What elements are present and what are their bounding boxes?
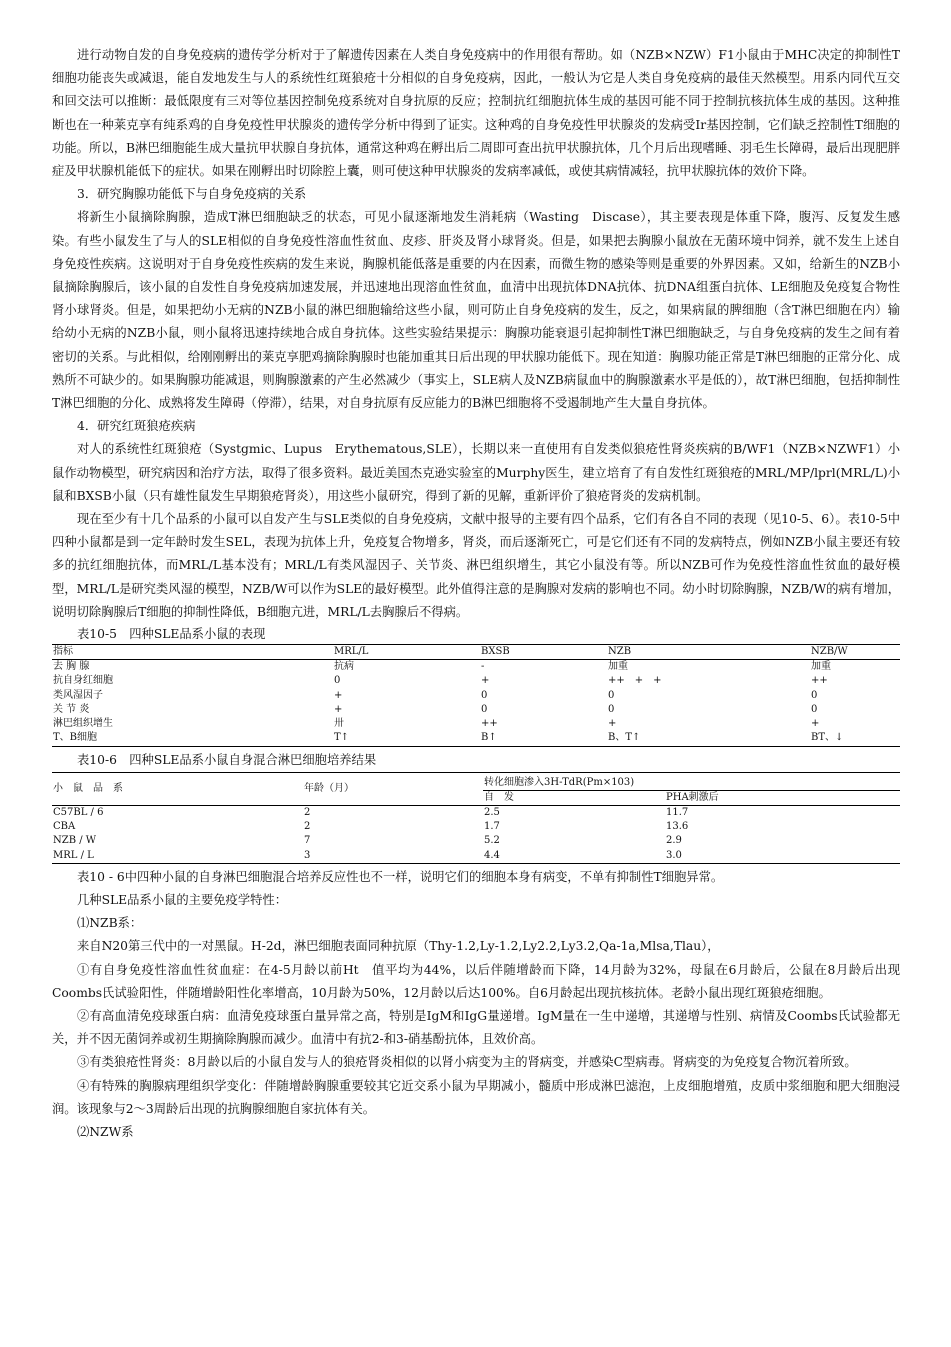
table-cell: 3 [304,849,311,861]
paragraph: 将新生小鼠摘除胸腺，造成T淋巴细胞缺乏的状态，可见小鼠逐渐地发生消耗病（Wasting Discase），其主要表现是体重下降，腹泻、反复发生感染。有些小鼠发生了与人的SLE相似的自身免疫性溶血性贫血、皮疹、肝炎及肾小球肾炎。但是，如果把去胸腺小鼠放在无菌环境中饲养，就不发生上述自身免疫性疾病。这说明对于自身免疫性疾病的发生来说，胸腺机能低落是重要的内在因素，而微生物的感染等则是重要的外界因素。又如，给新生的NZB小鼠摘除胸腺后，该小鼠的自发性自身免疫病加速发展，并迅速地出现溶血性贫血，血清中出现抗体DNA抗体、抗DNA组蛋白抗体、LE细胞及免疫复合物性肾小球肾炎。但是，如果把幼小无病的NZB小鼠的淋巴细胞输给这些小鼠，则可防止自身免疫病的发生，反之，如果病鼠的脾细胞（含T淋巴细胞在内）输给幼小无病的NZB小鼠，则小鼠将迅速持续地合成自身抗体。这些实验结果提示：胸腺功能衰退引起抑制性T淋巴细胞缺乏，与自身免疫病的发生之间有着密切的关系。与此相似，给刚刚孵出的莱克享肥鸡摘除胸腺时也能加重其日后出现的甲状腺功能低下。现在知道：胸腺功能正常是T淋巴细胞的正常分化、成熟所不可缺少的。如果胸腺功能减退，则胸腺激素的产生必然减少（事实上，SLE病人及NZB病鼠血中的胸腺激素水平是低的），故T淋巴细胞，包括抑制性T淋巴细胞的分化、成熟将发生障碍（停滞），结果，对自身抗原有反应能力的B淋巴细胞将不受遏制地产生大量自身抗体。 [52,210,900,411]
table-cell: NZB / W [53,835,97,847]
paragraph: ①有自身免疫性溶血性贫血症：在4-5月龄以前Ht 值平均为44%，以后伴随增龄而下降，14月龄为32%，母鼠在6月龄后，公鼠在8月龄后出现Coombs氏试验阳性，伴随增龄阳性化率增高，10月龄为50%，12月龄以后达100%。自6月龄起出现抗核抗体。老龄小鼠出现红斑狼疮细胞。 [52,962,900,1000]
paragraph: 3．研究胸腺功能低下与自身免疫病的关系 [77,187,307,202]
table-10-5 [52,644,900,746]
paragraph: ⑵NZW系 [77,1124,134,1139]
paragraph: 来自N20第三代中的一对黑鼠。H-2d，淋巴细胞表面同种抗原（Thy-1.2,Ly-1.2,Ly2.2,Ly3.2,Qa-1a,Mlsa,Tlau）， [77,939,720,954]
table-cell: 0 [334,675,341,687]
table-cell: 0 [608,689,615,701]
table-10-5-header: 指标 [52,645,333,660]
paragraph: 现在至少有十几个品系的小鼠可以自发产生与SLE类似的自身免疫病，文献中报导的主要有四个品系，它们有各自不同的表现（见10-5、6）。表10-5中四种小鼠都是到一定年龄时发生SEL，表现为抗体上升，免疫复合物增多，肾炎，而后逐渐死亡，可是它们还有不同的发病特点，例如NZB小鼠主要还有较多的抗红细胞抗体，而MRL/L基本没有；MRL/L有类风湿因子、关节炎、淋巴组织增生，其它小鼠没有等。所以NZB可作为免疫性溶血性贫血的最好模型，MRL/L是研究类风湿的模型，NZB/W可以作为SLE的最好模型。此外值得注意的是胸腺对发病的影响也不同。幼小时切除胸腺，NZB/W的病有增加，说明切除胸腺后T细胞的抑制性降低，B细胞亢进，MRL/L去胸腺后不得病。 [52,512,900,619]
body-text-bottom [52,866,900,1144]
table-row [52,820,900,834]
table-10-5-header: MRL/L [333,645,480,660]
table-cell: BT、↓ [811,732,844,744]
table-row [52,660,900,675]
table-cell: + [811,718,820,730]
table-cell: 13.6 [666,821,689,833]
body-text-top [52,44,900,624]
paragraph: ④有特殊的胸腺病理组织学变化：伴随增龄胸腺重要较其它近交系小鼠为早期减小，髓质中形成淋巴滤泡，上皮细胞增殖，皮质中浆细胞和肥大细胞浸润。该现象与2～3周龄后出现的抗胸腺细胞自家抗体有关。 [52,1078,900,1116]
table-cell: + [334,703,343,715]
table-cell: B、T↑ [608,732,641,744]
paragraph: ③有类狼疮性肾炎：8月龄以后的小鼠自发与人的狼疮肾炎相似的以肾小病变为主的肾病变，并感染C型病毒。肾病变的为免疫复合物沉着所致。 [77,1055,857,1070]
table-row [52,689,900,703]
table-cell: 0 [811,689,818,701]
table-cell: 加重 [608,661,628,673]
table-cell: 关 节 炎 [53,703,90,715]
table-cell: 抗自身红细胞 [53,675,113,687]
table-cell: 4.4 [484,849,500,861]
paragraph: 4．研究红斑狼疮疾病 [77,419,196,434]
table-cell: 加重 [811,661,831,673]
table-cell: 去 胸 腺 [53,661,90,673]
table-row [52,674,900,688]
table-10-5-caption: 表10-5 四种SLE品系小鼠的表现 [77,627,266,642]
table-10-6-header-pha: PHA刺激后 [665,790,900,805]
document-page [52,44,900,1144]
table-cell: 0 [811,703,818,715]
table-cell: T↑ [334,732,350,744]
table-cell: + [608,718,617,730]
table-row [52,834,900,848]
table-cell: 2 [304,806,311,818]
table-cell: CBA [53,821,76,833]
table-10-5-header: NZB [607,645,810,660]
table-10-6-caption: 表10-6 四种SLE品系小鼠自身混合淋巴细胞培养结果 [77,752,377,767]
table-cell: 11.7 [666,806,689,818]
table-10-5-header: NZB/W [810,645,900,660]
table-cell: 1.7 [484,821,500,833]
table-10-5-header: BXSB [480,645,607,660]
table-row [52,731,900,746]
table-cell: 2.9 [666,835,682,847]
table-row [52,849,900,864]
paragraph: 进行动物自发的自身免疫病的遗传学分析对于了解遗传因素在人类自身免疫病中的作用很有帮助。如（NZB×NZW）F1小鼠由于MHC决定的抑制性T细胞功能丧失或减退，能自发地发生与人的系统性红斑狼疮十分相似的自身免疫病，因此，一般认为它是人类自身免疫病的最佳天然模型。用系内同代互交和回交法可以推断：最低限度有三对等位基因控制免疫系统对自身抗原的反应；控制抗红细胞抗体生成的基因可能不同于控制抗核抗体生成的基因。这种推断也在一种莱克享有纯系鸡的自身免疫性甲状腺炎的遗传学分析中得到了证实。这种鸡的自身免疫性甲状腺炎的发病受Ir基因控制，它们缺乏控制性T细胞的功能。所以，B淋巴细胞能生成大量抗甲状腺自身抗体，通常这种鸡在孵出后二周即可查出抗甲状腺抗体，几个月后出现嗜睡、羽毛生长障碍，最后出现肥胖症及甲状腺机能低下的症状。如果在刚孵出时切除腔上囊，则可使这种甲状腺炎的发病率减低，或使其病情减轻，抗甲状腺抗体的效价下降。 [52,48,900,179]
table-10-6 [52,772,900,864]
table-10-6-header-strain: 小 鼠 品 系 [52,772,303,805]
table-cell: 0 [481,703,488,715]
table-cell: 5.2 [484,835,500,847]
table-cell: ++ [811,675,828,687]
table-cell: + [481,675,490,687]
table-10-6-header-spontaneous: 自 发 [483,790,665,805]
table-10-5-header-row [52,645,900,660]
table-cell: - [481,661,485,673]
table-cell: B↑ [481,732,497,744]
table-cell: 3.0 [666,849,682,861]
table-row [52,703,900,717]
table-cell: 淋巴组织增生 [53,718,113,730]
table-row [52,717,900,731]
paragraph: 几种SLE品系小鼠的主要免疫学特性： [77,892,288,907]
table-cell: C57BL / 6 [53,806,104,818]
table-cell: 卅 [334,718,344,730]
table-cell: ++ + + [608,675,662,687]
paragraph: ②有高血清免疫球蛋白病：血清免疫球蛋白量异常之高，特别是IgM和IgG量递增。IgM量在一生中递增，其递增与性别、病情及Coombs氏试验都无关，并不因无菌饲养或初生期摘除胸腺而减少。血清中有抗2-和3-硝基酚抗体，且效价高。 [52,1008,900,1047]
table-cell: + [334,689,343,701]
table-row [52,805,900,820]
table-10-6-header-group: 转化细胞渗入3H-TdR(Pm×103) [483,772,900,790]
table-cell: 0 [481,689,488,701]
table-10-6-header-age: 年龄（月） [303,772,483,805]
paragraph: 对人的系统性红斑狼疮（Systgmic、Lupus Erythematous,SLE），长期以来一直使用有自发类似狼疮性肾炎疾病的B/WF1（NZB×NZWF1）小鼠作动物模型，研究病因和治疗方法，取得了很多资料。最近美国杰克逊实验室的Murphy医生，建立培育了有自发性红斑狼疮的MRL/MP/lprl(MRL/L)小鼠和BXSB小鼠（只有雄性鼠发生早期狼疮肾炎），用这些小鼠研究，得到了新的见解，重新评价了狼疮肾炎的发病机制。 [52,442,900,503]
table-cell: T、B细胞 [53,732,98,744]
table-cell: 7 [304,835,311,847]
table-cell: 类风湿因子 [53,689,103,701]
paragraph: ⑴NZB系： [77,916,143,931]
table-cell: 抗病 [334,661,354,673]
table-cell: 2 [304,821,311,833]
table-cell: MRL / L [53,849,94,861]
table-cell: ++ [481,718,498,730]
table-cell: 0 [608,703,615,715]
table-cell: 2.5 [484,806,500,818]
paragraph: 表10 - 6中四种小鼠的自身淋巴细胞混合培养反应性也不一样，说明它们的细胞本身有病变，不单有抑制性T细胞异常。 [77,869,724,884]
